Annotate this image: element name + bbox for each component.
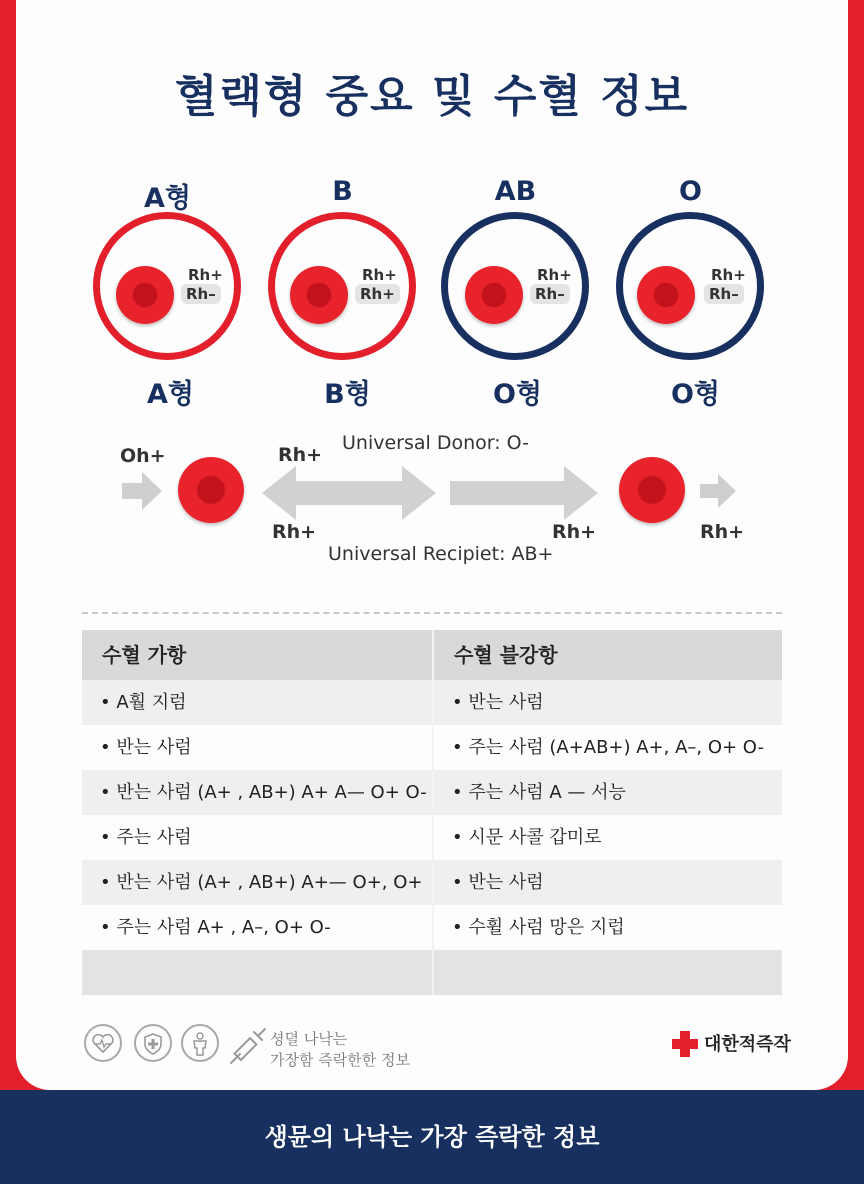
- table-cell: • 주는 사럼 A+ , A–, O+ O-: [100, 917, 331, 938]
- double-arrow-icon: [262, 466, 436, 520]
- table-cell: • 반는 사럼: [100, 737, 192, 758]
- table-cell: • 반는 사럼: [432, 860, 782, 905]
- column-header: 수혈 가항: [102, 643, 187, 667]
- shield-cross-icon: [134, 1024, 172, 1062]
- table-row: [82, 950, 782, 995]
- red-cross-logo-icon: [672, 1031, 698, 1057]
- small-arrow-icon: [700, 474, 738, 508]
- footer-text-line1: 셩뎔 나낙는: [270, 1030, 348, 1048]
- organization-name: 대한적즉작: [704, 1034, 791, 1055]
- blood-type-label: AB: [494, 176, 537, 207]
- table-row: [82, 860, 782, 905]
- right-arrow-icon: [450, 466, 598, 520]
- blood-type-result: O형: [670, 379, 721, 410]
- arrow-top-label: Rh+: [278, 444, 323, 466]
- table-cell: • 주는 사럼: [100, 827, 192, 848]
- table-cell: • 시문 사콜 갑미로: [432, 815, 782, 860]
- heart-pulse-icon: [84, 1024, 122, 1062]
- rh-badge: Rh+: [355, 284, 400, 304]
- section-divider: [82, 612, 782, 614]
- blood-type-label: A형: [144, 183, 191, 214]
- red-blood-cell-icon: [290, 266, 348, 324]
- universal-recipient-label: Universal Recipiet: AB+: [328, 543, 554, 565]
- rh-badge: Rh–: [181, 284, 221, 304]
- table-cell: • A훨 지럼: [100, 692, 187, 713]
- table-cell: [432, 950, 782, 995]
- blood-type-label: O: [679, 176, 702, 207]
- bottom-banner: 생뮨의 나낙는 가장 즉락한 정보: [0, 1090, 864, 1184]
- table-header: [82, 630, 782, 680]
- right-arrow-label: Rh+: [552, 521, 597, 543]
- column-header: 수혈 블강항: [432, 630, 782, 680]
- red-blood-cell-icon: [465, 266, 523, 324]
- red-blood-cell-icon: [178, 457, 244, 523]
- rh-badge: Rh–: [704, 284, 744, 304]
- rh-label: Rh+: [537, 266, 572, 284]
- table-row: [82, 815, 782, 860]
- universal-donor-label: Universal Donor: O-: [342, 432, 530, 454]
- blood-type-result: A형: [147, 379, 194, 410]
- table-cell: • 반는 사럼: [432, 680, 782, 725]
- arrow-bottom-label: Rh+: [272, 521, 317, 543]
- blood-type-result: O형: [492, 379, 543, 410]
- red-blood-cell-icon: [116, 266, 174, 324]
- transfusion-table: [82, 630, 782, 995]
- rh-badge: Rh–: [530, 284, 570, 304]
- red-blood-cell-icon: [637, 266, 695, 324]
- table-cell: • 반는 사럼 (A+ , AB+) A+— O+, O+: [100, 872, 423, 893]
- rh-label: Rh+: [711, 266, 746, 284]
- table-row: [82, 770, 782, 815]
- body-icon: [181, 1024, 219, 1062]
- red-blood-cell-icon: [619, 457, 685, 523]
- table-cell: • 주는 사럼 A — 서능: [432, 770, 782, 815]
- table-cell: [82, 950, 432, 995]
- table-cell: • 주는 사럼 (A+AB+) A+, A–, O+ O-: [432, 725, 782, 770]
- blood-type-result: B형: [324, 379, 371, 410]
- flow-end-label: Rh+: [700, 521, 745, 543]
- table-cell: • 수휠 사럼 망은 지럽: [432, 905, 782, 950]
- table-row: [82, 905, 782, 950]
- table-cell: • 반는 사럼 (A+ , AB+) A+ A— O+ O-: [100, 782, 427, 803]
- page-title: 혈랙형 중요 및 수혈 정보: [174, 71, 690, 122]
- small-arrow-icon: [122, 472, 164, 510]
- rh-label: Rh+: [362, 266, 397, 284]
- table-row: [82, 725, 782, 770]
- footer-text-line2: 가장함 즉락한한 정보: [270, 1051, 410, 1069]
- rh-label: Rh+: [188, 266, 223, 284]
- table-row: [82, 680, 782, 725]
- syringe-icon: [228, 1024, 268, 1066]
- blood-type-label: B: [332, 176, 353, 207]
- flow-start-label: Oh+: [120, 445, 166, 467]
